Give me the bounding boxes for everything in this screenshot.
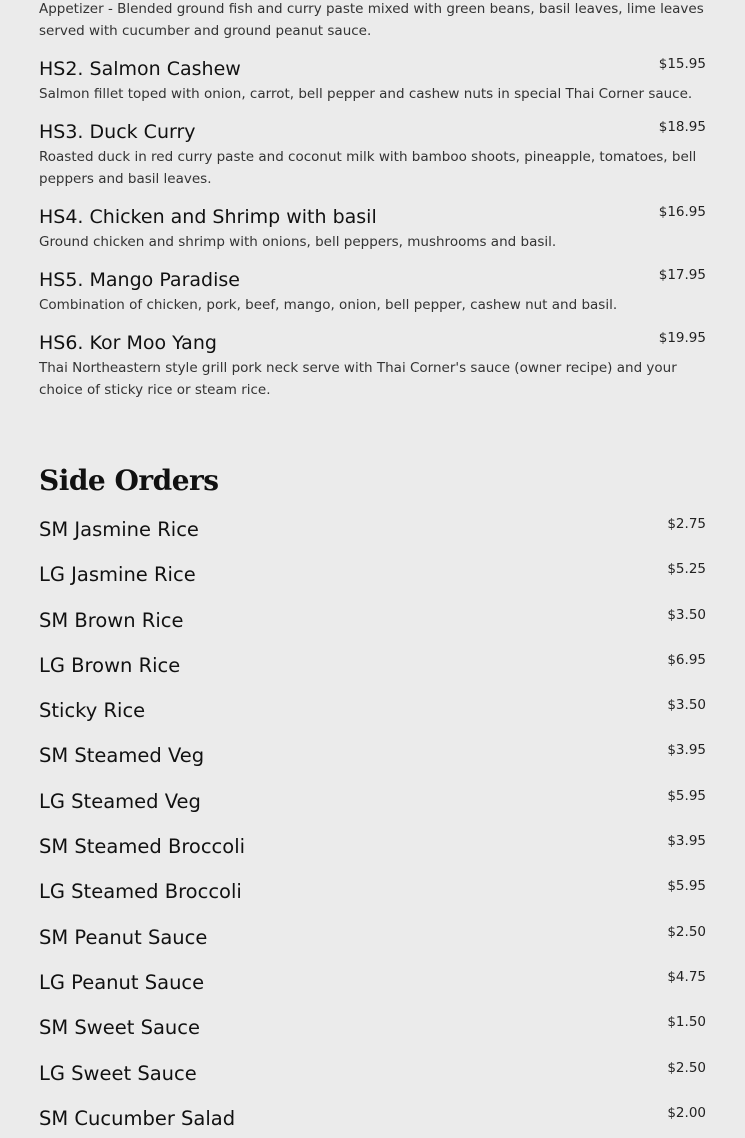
item-price: $6.95 xyxy=(667,651,706,668)
item-price: $16.95 xyxy=(658,204,706,220)
item-description: Ground chicken and shrimp with onions, bell peppers, mushrooms and basil. xyxy=(39,234,557,250)
item-description: Combination of chicken, pork, beef, mango, onion, bell pepper, cashew nut and basil. xyxy=(39,297,618,313)
item-price: $3.50 xyxy=(667,697,706,714)
item-name: HS4. Chicken and Shrimp with basil xyxy=(39,206,377,228)
item-name: LG Steamed Broccoli xyxy=(39,880,242,904)
side-item xyxy=(39,645,706,690)
item-name: SM Peanut Sauce xyxy=(39,925,208,949)
item-name: LG Brown Rice xyxy=(39,653,181,677)
side-item xyxy=(39,600,706,645)
item-description: Salmon fillet toped with onion, carrot, bell pepper and cashew nuts in special Thai Corner sauce. xyxy=(39,86,693,102)
item-name: SM Steamed Broccoli xyxy=(39,835,246,859)
section-title-side-orders: Side Orders xyxy=(39,464,219,497)
menu-item-hs2 xyxy=(39,56,706,105)
item-price: $19.95 xyxy=(658,330,706,346)
item-price: $2.75 xyxy=(667,516,706,532)
item-price: $15.95 xyxy=(658,56,706,72)
side-item xyxy=(39,509,706,554)
menu-content xyxy=(39,0,706,1138)
item-name: SM Cucumber Salad xyxy=(39,1106,236,1130)
item-price: $1.50 xyxy=(667,1014,706,1031)
menu-item-hs6 xyxy=(39,330,706,401)
item-description: Thai Northeastern style grill pork neck serve with Thai Corner's sauce (owner recipe) and your choice of sticky rice or steam rice. xyxy=(39,360,677,398)
item-name: Sticky Rice xyxy=(39,699,146,723)
item-name: LG Peanut Sauce xyxy=(39,970,205,994)
item-price: $3.95 xyxy=(667,742,706,759)
item-name: LG Steamed Veg xyxy=(39,789,201,813)
item-price: $3.50 xyxy=(667,606,706,623)
item-price: $2.00 xyxy=(667,1104,706,1121)
item-price: $18.95 xyxy=(658,119,706,135)
side-item xyxy=(39,962,706,1007)
item-name: HS3. Duck Curry xyxy=(39,121,196,143)
side-item xyxy=(39,781,706,826)
item-name: HS2. Salmon Cashew xyxy=(39,58,241,80)
item-name: LG Sweet Sauce xyxy=(39,1061,197,1085)
item-price: $2.50 xyxy=(667,923,706,940)
item-description: Roasted duck in red curry paste and coconut milk with bamboo shoots, pineapple, tomatoes, bell peppers and basil leaves. xyxy=(39,149,697,187)
item-name: SM Steamed Veg xyxy=(39,744,205,768)
side-item xyxy=(39,826,706,871)
side-item xyxy=(39,1007,706,1052)
item-name: SM Brown Rice xyxy=(39,608,184,632)
menu-item-hs3 xyxy=(39,119,706,190)
item-name: HS6. Kor Moo Yang xyxy=(39,332,217,354)
side-orders-list xyxy=(39,509,706,1138)
side-item xyxy=(39,690,706,735)
item-name: SM Sweet Sauce xyxy=(39,1016,200,1040)
side-item xyxy=(39,554,706,599)
side-item xyxy=(39,1053,706,1098)
menu-item-hs5 xyxy=(39,267,706,316)
item-price: $5.25 xyxy=(667,561,706,578)
item-name: LG Jasmine Rice xyxy=(39,563,196,587)
item-name: HS5. Mango Paradise xyxy=(39,269,240,291)
item-price: $2.50 xyxy=(667,1059,706,1076)
menu-item-hs4 xyxy=(39,204,706,253)
item-price: $5.95 xyxy=(667,878,706,895)
item-name: SM Jasmine Rice xyxy=(39,518,199,541)
item-description: Appetizer - Blended ground fish and curry paste mixed with green beans, basil leaves, lime leaves served with cucumber and ground peanut sauce. xyxy=(39,1,704,39)
item-price: $3.95 xyxy=(667,833,706,850)
item-price: $4.75 xyxy=(667,968,706,985)
item-price: $5.95 xyxy=(667,787,706,804)
side-item xyxy=(39,735,706,780)
side-item xyxy=(39,1098,706,1138)
item-price: $17.95 xyxy=(658,267,706,283)
side-item xyxy=(39,871,706,916)
side-item xyxy=(39,917,706,962)
